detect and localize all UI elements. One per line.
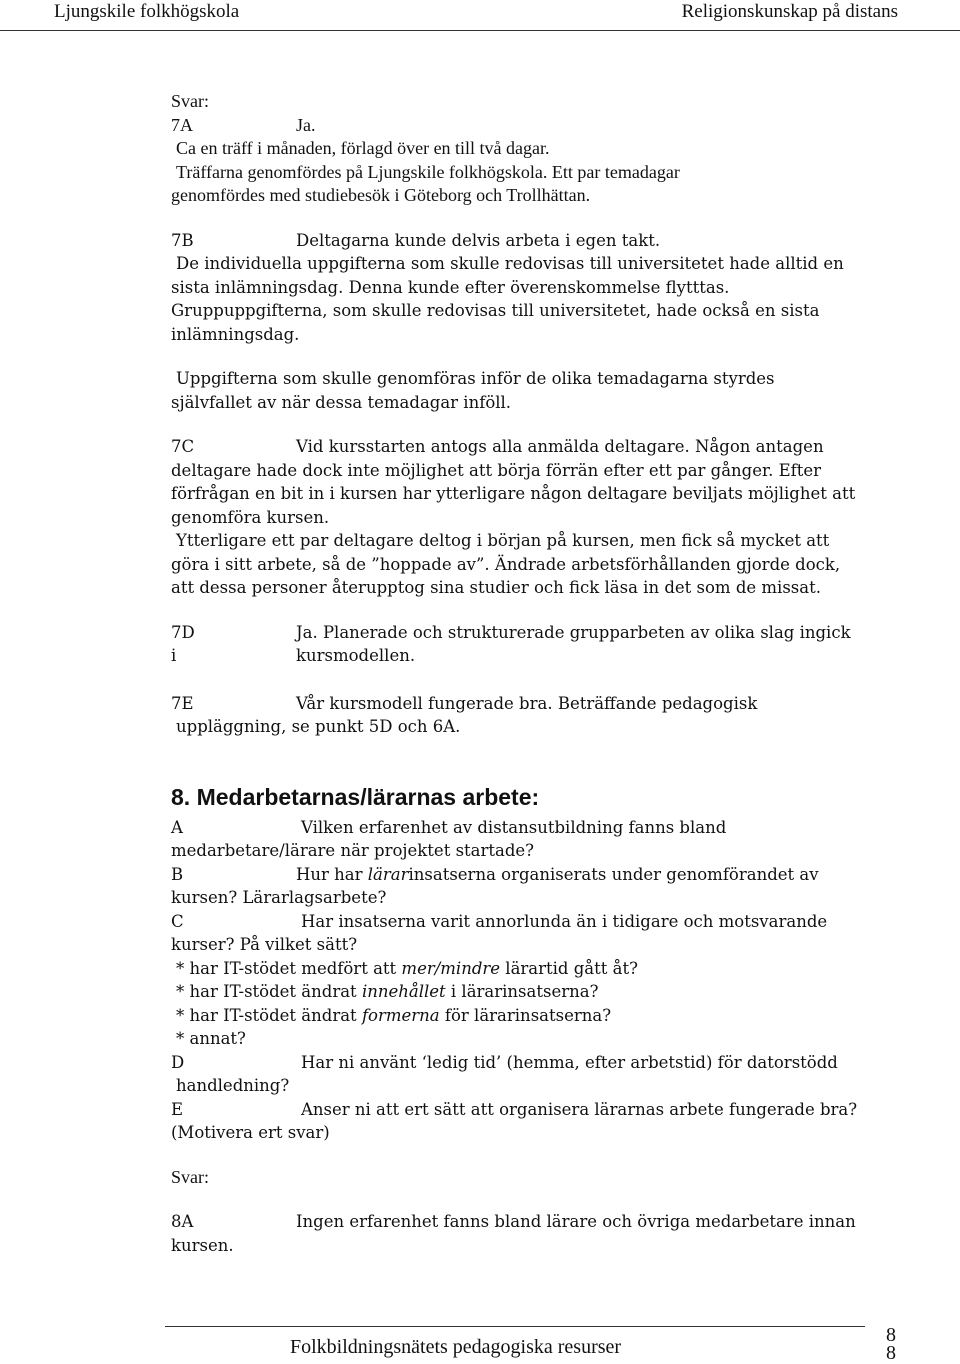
question-8d-label: D <box>171 1052 185 1072</box>
question-8e-line: (Motivera ert svar) <box>171 1123 330 1142</box>
answer-8a-first: 8A Ingen erfarenhet fanns bland lärare och övriga medarbetare innan <box>171 1210 911 1234</box>
question-8e-first: E Anser ni att ert sätt att organisera lärarnas arbete fungerade bra? <box>171 1098 911 1122</box>
header-rule <box>0 30 960 31</box>
question-8a-first: A Vilken erfarenhet av distansutbildning fanns bland <box>171 816 911 840</box>
answer-7b-line: Gruppuppgifterna, som skulle redovisas till universitetet, hade också en sista <box>171 301 820 320</box>
question-8b-first: B Hur har lärarinsatserna organiserats under genomförandet av <box>171 863 911 887</box>
answer-7e-label: 7E <box>171 693 194 713</box>
question-8a-label: A <box>171 817 183 837</box>
answer-7a-line: Ca en träff i månaden, förlagd över en till två dagar. <box>176 138 550 158</box>
question-8c-bullet: * annat? <box>176 1029 246 1048</box>
answer-7c-label: 7C <box>171 437 195 456</box>
answer-7d <box>171 621 911 668</box>
answer-7b-line: självfallet av när dessa temadagar inföll. <box>171 392 512 412</box>
question-8c-bullet: * har IT-stödet ändrat innehållet i lärarinsatserna? <box>176 982 599 1001</box>
question-8c-bullet: * har IT-stödet medfört att mer/mindre lärartid gått åt? <box>176 958 638 978</box>
answer-7a-line: Träffarna genomfördes på Ljungskile folkhögskola. Ett par temadagar <box>176 161 680 182</box>
answer-7c-line: göra i sitt arbete, så de ”hoppade av”. Ändrade arbetsförhållanden gjorde dock, <box>171 554 841 574</box>
answer-7c-line: att dessa personer återupptog sina studier och fick läsa in det som de missat. <box>171 578 821 597</box>
header-left: Ljungskile folkhögskola <box>54 1 240 22</box>
answer-7d-line: kursmodellen. <box>296 646 416 665</box>
answer-7c-line: genomföra kursen. <box>171 507 330 527</box>
question-8d-line: handledning? <box>176 1076 290 1095</box>
question-8b-label: B <box>171 864 184 884</box>
answer-7b-line: sista inlämningsdag. Denna kunde efter överenskommelse flytttas. <box>171 277 730 297</box>
question-8c-bullet: * har IT-stödet ändrat formerna för lärarinsatserna? <box>176 1005 612 1025</box>
answer-7d-line: Ja. Planerade och strukturerade grupparbeten av olika slag ingick <box>296 622 851 642</box>
answer-7b-line: De individuella uppgifterna som skulle redovisas till universitetet hade alltid en <box>176 254 844 273</box>
header-right: Religionskunskap på distans <box>681 1 898 22</box>
answer-7b-line: Uppgifterna som skulle genomföras inför de olika temadagarna styrdes <box>176 369 775 388</box>
answer-7b-first: 7B Deltagarna kunde delvis arbeta i egen takt. <box>171 229 911 253</box>
page-number <box>886 1326 896 1362</box>
answer-7c-line: förfrågan en bit in i kursen har ytterligare någon deltagare beviljats möjlighet att <box>171 484 856 503</box>
answer-7b-label: 7B <box>171 230 194 250</box>
answer-7b-line: inlämningsdag. <box>171 324 300 344</box>
footer-rule <box>165 1326 865 1327</box>
page-number-bottom: 8 <box>886 1342 896 1364</box>
question-8b-line: kursen? Lärarlagsarbete? <box>171 888 387 907</box>
question-8a-line: medarbetare/lärare när projektet startade? <box>171 841 535 860</box>
question-8c-first: C Har insatserna varit annorlunda än i tidigare och motsvarande <box>171 910 911 934</box>
answer-7a-label: 7A <box>171 114 193 135</box>
answer-7c-line: deltagare hade dock inte möjlighet att börja förrän efter ett par gånger. Efter <box>171 460 822 480</box>
svar-label-8: Svar: <box>171 1166 209 1187</box>
answer-7d-label-cont: i <box>171 646 177 665</box>
question-8c-line: kurser? På vilket sätt? <box>171 935 358 954</box>
footer-text: Folkbildningsnätets pedagogiska resurser <box>290 1336 622 1358</box>
answer-8a-label: 8A <box>171 1212 194 1231</box>
answer-7c-line: Ytterligare ett par deltagare deltog i början på kursen, men fick så mycket att <box>176 531 830 550</box>
question-8e-label: E <box>171 1099 184 1119</box>
main-content <box>171 90 911 1257</box>
answer-7a-first: 7A Ja. <box>171 114 911 138</box>
question-8c-label: C <box>171 911 184 931</box>
answer-7a-line: genomfördes med studiebesök i Göteborg och Trollhättan. <box>171 185 591 205</box>
page-number-top: 8 <box>886 1324 896 1346</box>
answer-8a-line: kursen. <box>171 1235 234 1255</box>
answer-7e-line: uppläggning, se punkt 5D och 6A. <box>176 717 461 736</box>
page-header <box>0 0 960 32</box>
answer-7c-first: 7C Vid kursstarten antogs alla anmälda deltagare. Någon antagen <box>171 435 911 459</box>
question-8d-first: D Har ni använt ‘ledig tid’ (hemma, efter arbetstid) för datorstödd <box>171 1051 911 1075</box>
answer-7d-label: 7D <box>171 622 195 642</box>
section-8-heading: 8. Medarbetarnas/lärarnas arbete: <box>171 783 540 810</box>
svar-label: Svar: <box>171 91 209 111</box>
answer-7e-first: 7E Vår kursmodell fungerade bra. Beträffande pedagogisk <box>171 692 911 716</box>
